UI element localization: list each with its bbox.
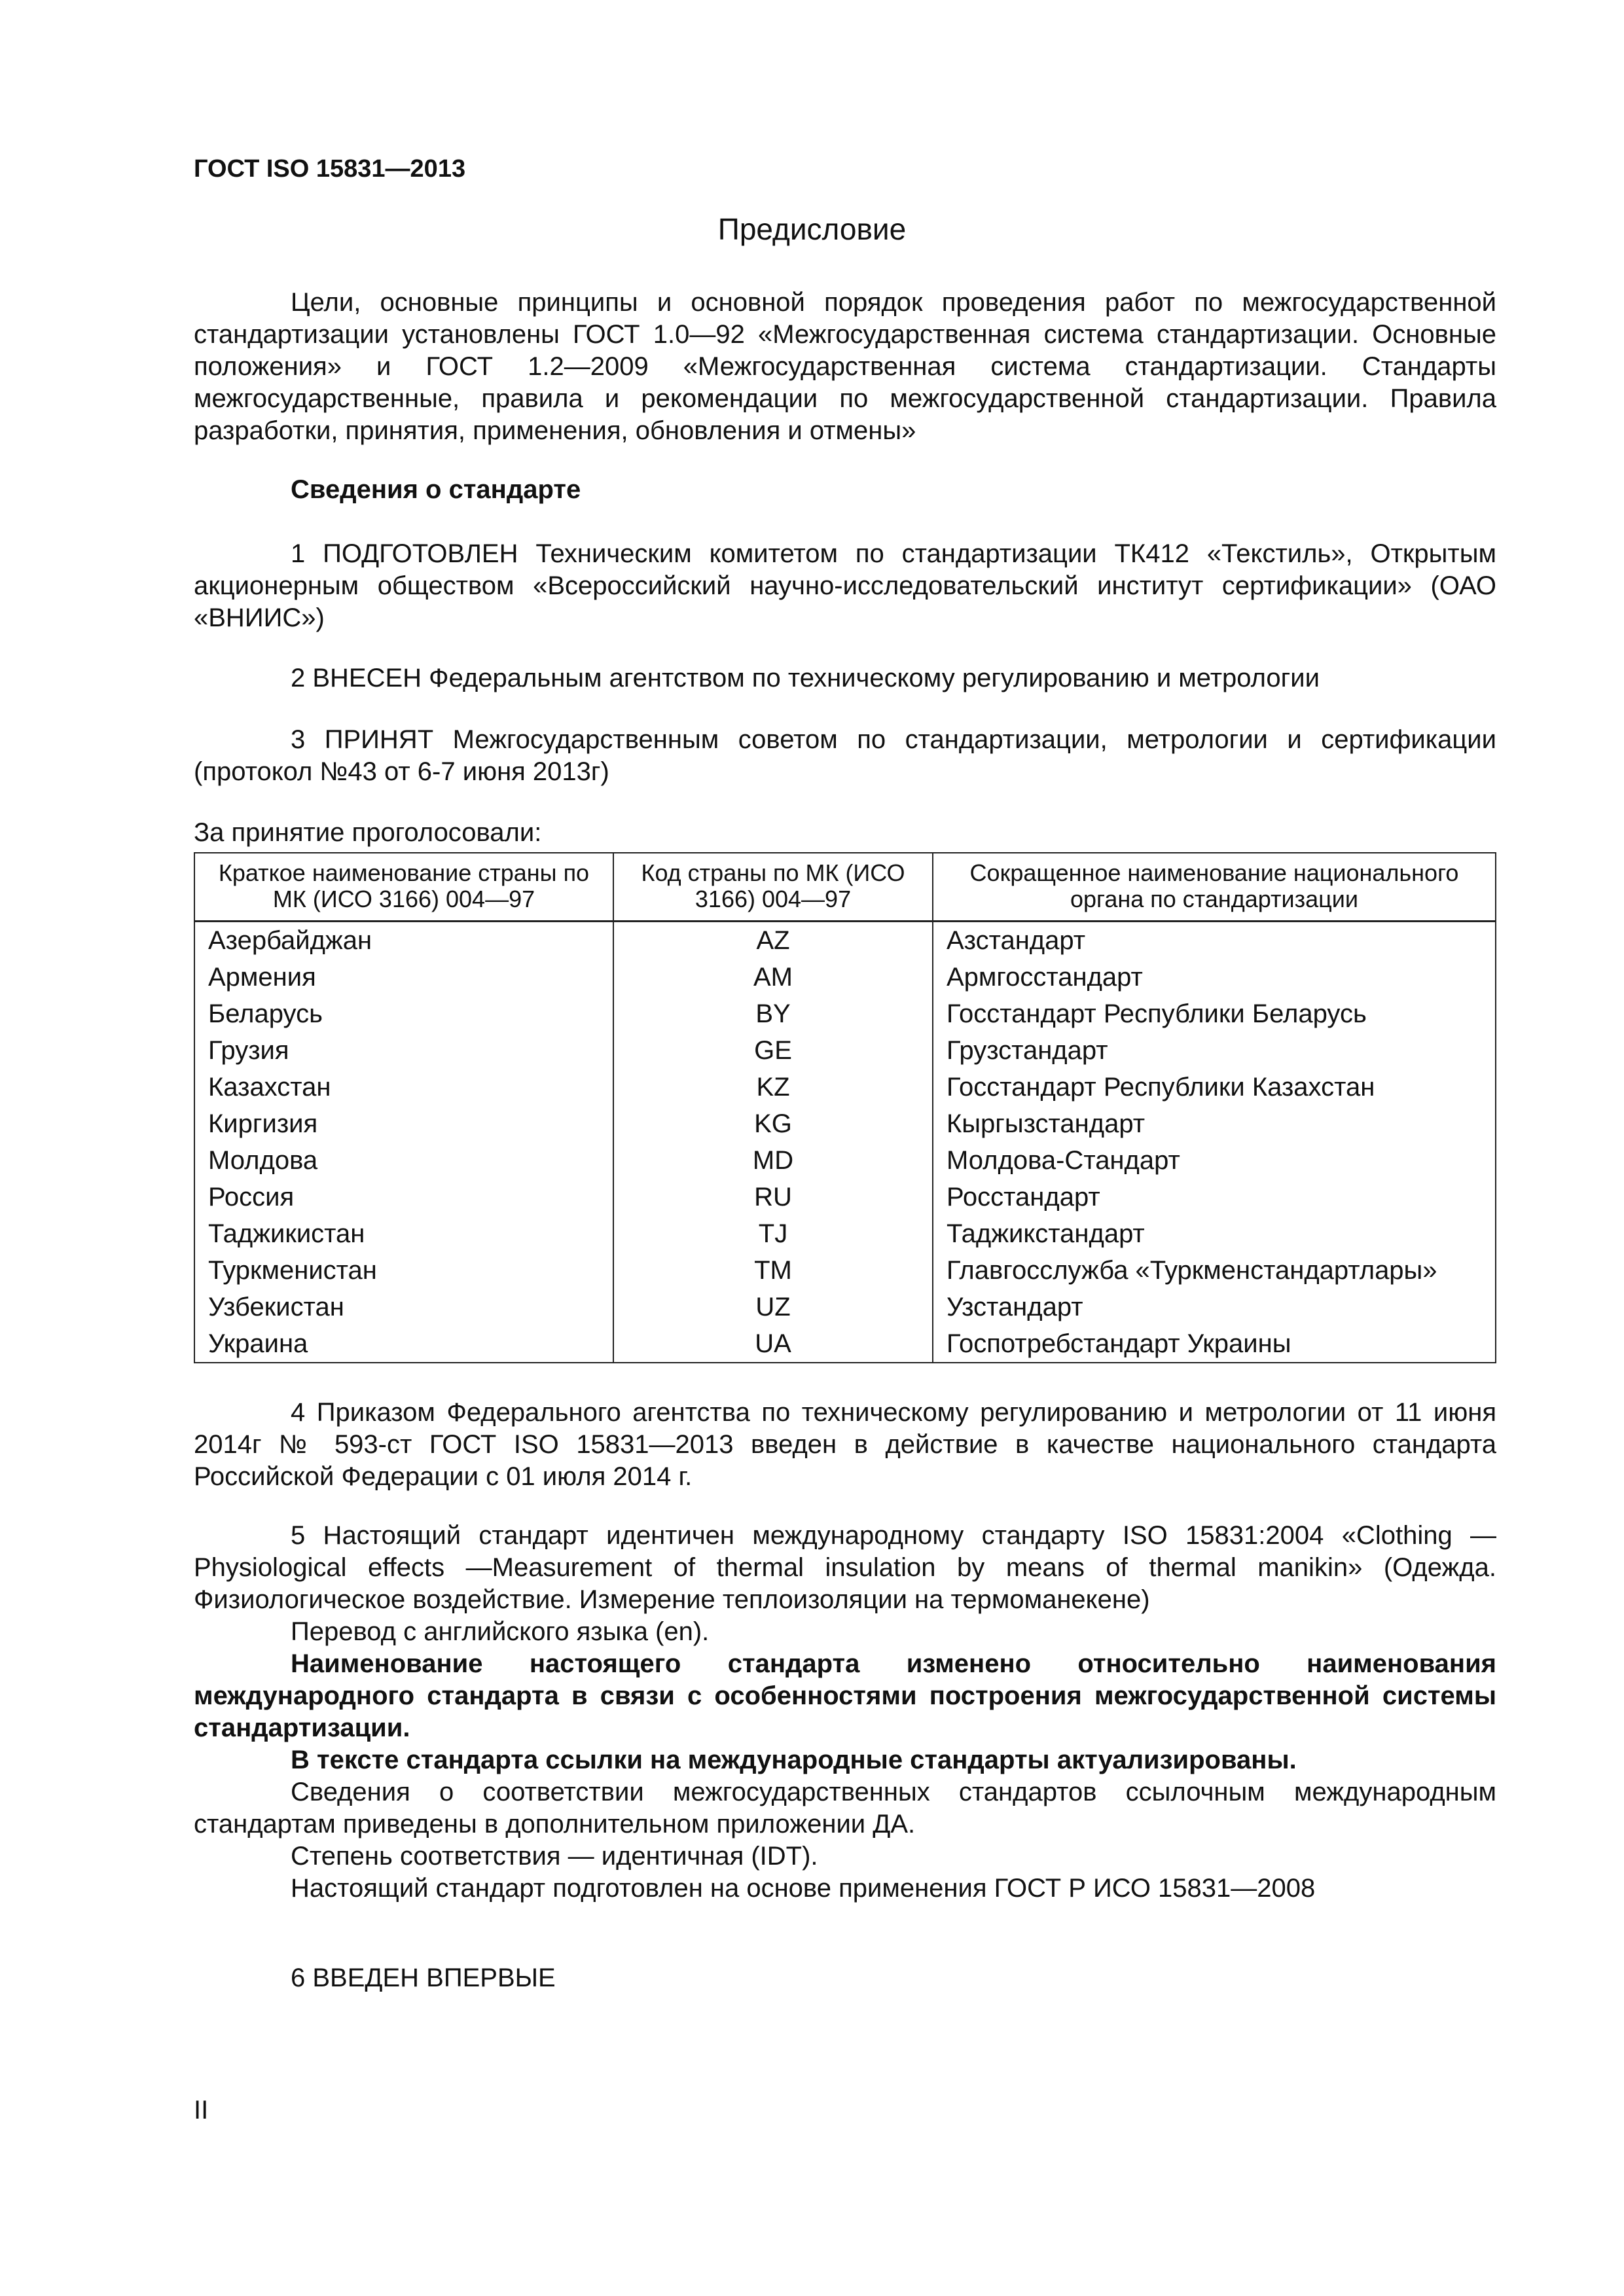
country-code: TM: [613, 1252, 933, 1289]
header-standards-body: Сокращенное наименование национального органа по стандартизации: [933, 853, 1496, 922]
vote-caption: За принятие проголосовали:: [194, 818, 542, 847]
country-code: AM: [613, 959, 933, 996]
conformity-note: Сведения о соответствии межгосударственных стандартов ссылочным международным стандартам приведены в дополнительном приложении ДА.: [194, 1778, 1496, 1839]
country-code: KZ: [613, 1069, 933, 1105]
table-row: [194, 996, 1496, 1032]
table-row: [194, 1289, 1496, 1325]
title-change-note: Наименование настоящего стандарта изменено относительно наименования международного стандарта в связи с особенностями построения межгосударственной системы стандартизации.: [194, 1649, 1496, 1742]
basis-note: Настоящий стандарт подготовлен на основе применения ГОСТ Р ИСО 15831—2008: [291, 1874, 1316, 1903]
table-row: [194, 1325, 1496, 1363]
item-1-paragraph: 1 ПОДГОТОВЛЕН Техническим комитетом по стандартизации ТК412 «Текстиль», Открытым акционерным обществом «Всероссийский научно-исследовательский институт сертификации» (ОАО «ВНИИС»): [194, 539, 1496, 632]
standards-body: Росстандарт: [933, 1179, 1496, 1215]
standards-body: Госстандарт Республики Казахстан: [933, 1069, 1496, 1105]
country-name: Казахстан: [194, 1069, 613, 1105]
table-row: [194, 959, 1496, 996]
country-code: KG: [613, 1105, 933, 1142]
country-code: GE: [613, 1032, 933, 1069]
country-code: UA: [613, 1325, 933, 1363]
table-row: [194, 1032, 1496, 1069]
country-name: Молдова: [194, 1142, 613, 1179]
country-name: Россия: [194, 1179, 613, 1215]
item-5-paragraph: 5 Настоящий стандарт идентичен международному стандарту ISO 15831:2004 «Clothing — Physiological effects —Measurement of thermal insulation by means of thermal manikin» (Одежда. Физиологическое воздействие. Измерение теплоизоляции на термоманекене): [194, 1521, 1496, 1614]
country-code: TJ: [613, 1215, 933, 1252]
country-name: Украина: [194, 1325, 613, 1363]
translation-note: Перевод с английского языка (en).: [291, 1617, 710, 1646]
country-name: Грузия: [194, 1032, 613, 1069]
header-country-name: Краткое наименование страны по МК (ИСО 3166) 004—97: [194, 853, 613, 922]
table-row: [194, 1105, 1496, 1142]
country-name: Беларусь: [194, 996, 613, 1032]
table-row: [194, 1179, 1496, 1215]
standards-body: Грузстандарт: [933, 1032, 1496, 1069]
item-6-paragraph: 6 ВВЕДЕН ВПЕРВЫЕ: [291, 1964, 556, 1992]
table-row: [194, 922, 1496, 960]
country-name: Армения: [194, 959, 613, 996]
table-header-row: [194, 853, 1496, 922]
country-code: AZ: [613, 922, 933, 960]
item-5-section: [194, 1520, 1496, 1905]
country-name: Таджикистан: [194, 1215, 613, 1252]
table-row: [194, 1252, 1496, 1289]
table-row: [194, 1142, 1496, 1179]
document-code: ГОСТ ISO 15831—2013: [194, 155, 466, 183]
header-country-code: Код страны по МК (ИСО 3166) 004—97: [613, 853, 933, 922]
country-code: MD: [613, 1142, 933, 1179]
country-name: Туркменистан: [194, 1252, 613, 1289]
country-code: UZ: [613, 1289, 933, 1325]
country-code: RU: [613, 1179, 933, 1215]
country-name: Киргизия: [194, 1105, 613, 1142]
standards-body: Главгосслужба «Туркменстандартлары»: [933, 1252, 1496, 1289]
country-code: BY: [613, 996, 933, 1032]
standards-body: Таджикстандарт: [933, 1215, 1496, 1252]
standards-body: Госстандарт Республики Беларусь: [933, 996, 1496, 1032]
standards-body: Азстандарт: [933, 922, 1496, 960]
standards-body: Армгосстандарт: [933, 959, 1496, 996]
standards-body: Узстандарт: [933, 1289, 1496, 1325]
voting-table: [194, 852, 1496, 1363]
standards-body: Госпотребстандарт Украины: [933, 1325, 1496, 1363]
table-row: [194, 1069, 1496, 1105]
table-row: [194, 1215, 1496, 1252]
references-note: В тексте стандарта ссылки на международные стандарты актуализированы.: [291, 1746, 1297, 1774]
item-2-paragraph: 2 ВНЕСЕН Федеральным агентством по техническому регулированию и метрологии: [291, 664, 1320, 692]
intro-paragraph: Цели, основные принципы и основной порядок проведения работ по межгосударственной стандартизации установлены ГОСТ 1.0—92 «Межгосударственная система стандартизации. Основные положения» и ГОСТ 1.2—2009 «Межгосударственная система стандартизации. Стандарты межгосударственные, правила и рекомендации по межгосударственной стандартизации. Правила разработки, принятия, применения, обновления и отмены»: [194, 288, 1496, 445]
standards-body: Кыргызстандарт: [933, 1105, 1496, 1142]
page-title: Предисловие: [717, 212, 907, 246]
section-heading: Сведения о стандарте: [291, 475, 581, 504]
item-3-paragraph: 3 ПРИНЯТ Межгосударственным советом по стандартизации, метрологии и сертификации (протокол №43 от 6-7 июня 2013г): [194, 725, 1496, 786]
page-number: II: [194, 2096, 209, 2125]
standards-body: Молдова-Стандарт: [933, 1142, 1496, 1179]
degree-note: Степень соответствия — идентичная (IDT).: [291, 1842, 818, 1871]
country-name: Азербайджан: [194, 922, 613, 960]
country-name: Узбекистан: [194, 1289, 613, 1325]
item-4-paragraph: 4 Приказом Федерального агентства по техническому регулированию и метрологии от 11 июня 2014г № 593-ст ГОСТ ISO 15831—2013 введен в действие в качестве национального стандарта Российской Федерации с 01 июля 2014 г.: [194, 1398, 1496, 1491]
